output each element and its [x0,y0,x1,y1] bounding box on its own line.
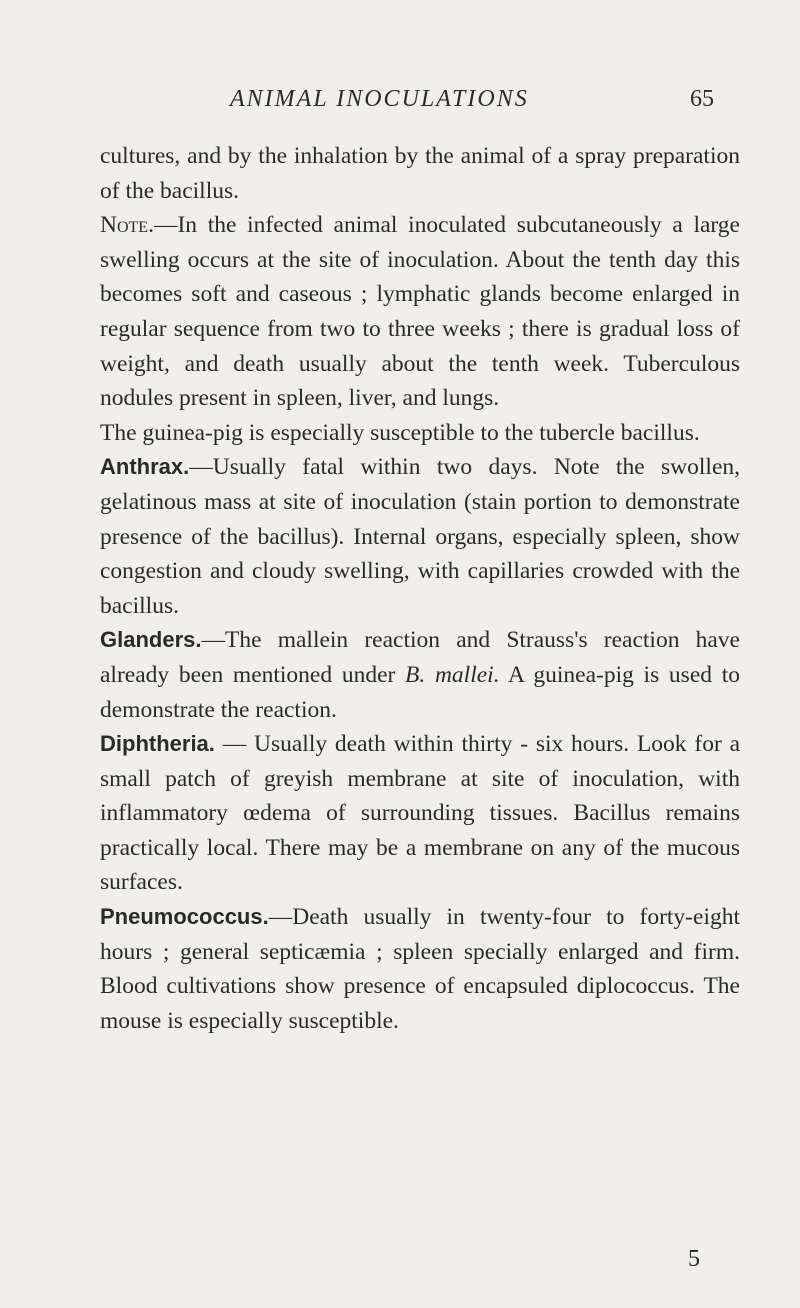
paragraph-text: A guinea-pig is used to demonstrate the reaction. [100,661,740,723]
paragraph-text: — Usually death within thirty - six hours. Look for a small patch of greyish membrane at site of inoculation, with inflammatory œdema of surrounding tissues. Bacillus remains practically local. There may be a membrane on any of the mucous surfaces. [100,731,740,896]
running-head: ANIMAL INOCULATIONS [230,86,529,112]
book-page [100,0,740,1308]
page-header [100,86,740,120]
page-number: 65 [690,86,714,112]
paragraph-spray-preparation [100,139,740,208]
paragraph-diphtheria [100,727,740,900]
body-text [100,139,740,1038]
species-name: B. mallei. [405,661,500,688]
signature-mark: 5 [688,1246,700,1272]
paragraph-guinea-pig [100,416,740,451]
paragraph-glanders [100,623,740,727]
note-label: Note. [100,212,154,239]
paragraph-text: The guinea-pig is especially susceptible to the tubercle bacillus. [100,419,700,446]
section-heading-glanders: Glanders. [100,627,202,653]
paragraph-note [100,208,740,416]
paragraph-text: —Usually fatal within two days. Note the swollen, gelatinous mass at site of inoculation (stain portion to demonstrate presence of the bacillus). Internal organs, especially spleen, show congestion and cloudy swelling, with capillaries crowded with the bacillus. [100,454,740,619]
section-heading-pneumococcus: Pneumococcus. [100,904,269,930]
paragraph-text: —Death usually in twenty-four to forty-eight hours ; general septicæmia ; spleen specially enlarged and firm. Blood cultivations show presence of encapsuled diplococcus. The mouse is especially susceptible. [100,904,740,1034]
paragraph-text: cultures, and by the inhalation by the animal of a spray preparation of the bacillus. [100,143,740,204]
paragraph-pneumococcus [100,900,740,1038]
section-heading-anthrax: Anthrax. [100,454,190,480]
paragraph-anthrax [100,450,740,623]
paragraph-text: —In the infected animal inoculated subcutaneously a large swelling occurs at the site of inoculation. About the tenth day this becomes soft and caseous ; lymphatic glands become enlarged in regular sequence from two to three weeks ; there is gradual loss of weight, and death usually about the tenth week. Tuberculous nodules present in spleen, liver, and lungs. [100,212,740,412]
paragraph-text: —The mallein reaction and Strauss's reaction have already been mentioned under [100,627,740,688]
section-heading-diphtheria: Diphtheria. [100,731,215,757]
